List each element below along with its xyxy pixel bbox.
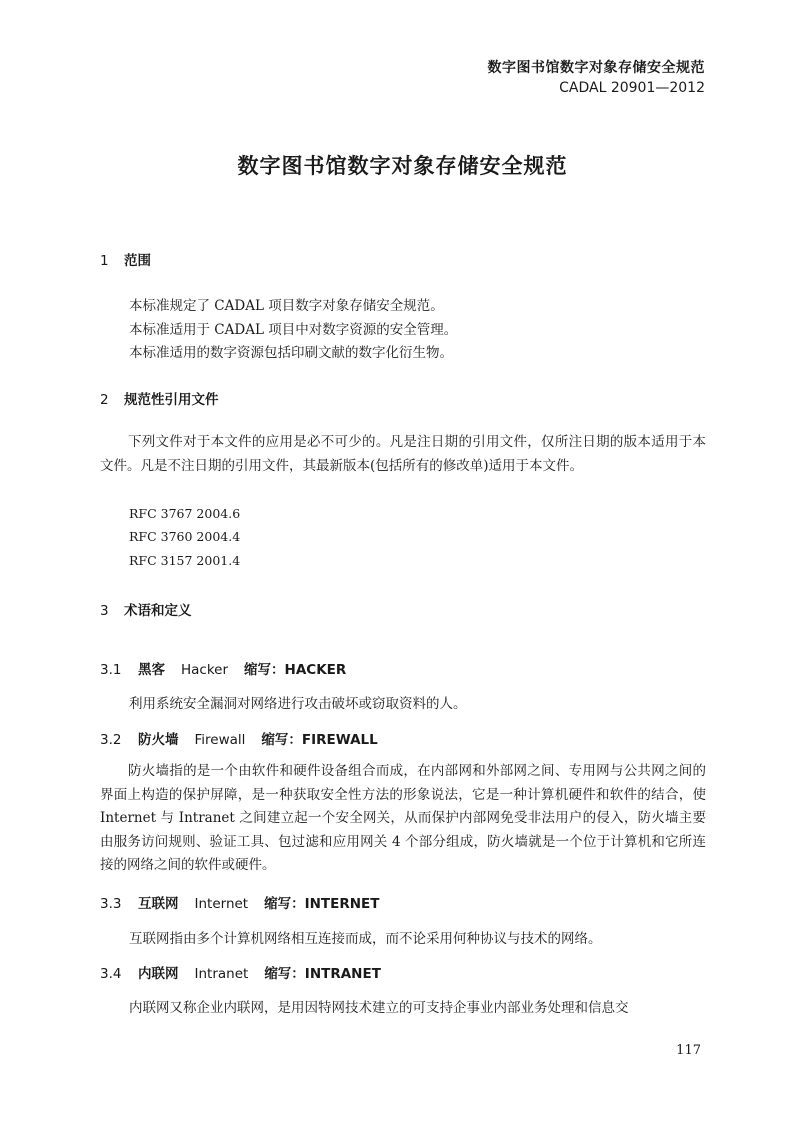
section-heading-3 (100, 599, 192, 619)
section-number: 3 (100, 603, 109, 619)
page-number: 117 (676, 1043, 701, 1058)
term-chinese: 防火墙 (138, 732, 179, 748)
section-heading-2 (100, 388, 219, 408)
term-heading-3-1 (100, 658, 346, 678)
term-definition-3-1: 利用系统安全漏洞对网络进行攻击破坏或窃取资料的人。 (129, 696, 467, 712)
term-english: Hacker (181, 662, 229, 678)
term-abbreviation: 缩写：INTERNET (264, 896, 380, 912)
term-number: 3.2 (100, 732, 122, 748)
term-chinese: 内联网 (138, 966, 179, 982)
section-title: 范围 (124, 253, 151, 269)
term-chinese: 黑客 (138, 662, 165, 678)
header-doc-title: 数字图书馆数字对象存储安全规范 (487, 60, 705, 76)
reference-item-2: RFC 3760 2004.4 (129, 529, 241, 544)
term-abbreviation: 缩写：FIREWALL (261, 732, 378, 748)
reference-item-3: RFC 3157 2001.4 (129, 553, 241, 568)
section-title: 术语和定义 (124, 603, 192, 619)
term-english: Intranet (194, 966, 249, 982)
section-number: 1 (100, 253, 109, 269)
scope-line-2: 本标准适用于 CADAL 项目中对数字资源的安全管理。 (129, 322, 458, 338)
term-definition-3-4: 内联网又称企业内联网，是用因特网技术建立的可支持企事业内部业务处理和信息交 (129, 1000, 629, 1016)
term-abbreviation: 缩写：HACKER (244, 662, 347, 678)
term-heading-3-4 (100, 962, 381, 982)
page-title: 数字图书馆数字对象存储安全规范 (237, 154, 568, 178)
section-title: 规范性引用文件 (124, 392, 219, 408)
term-heading-3-2 (100, 728, 378, 748)
term-number: 3.3 (100, 896, 122, 912)
section-heading-1 (100, 249, 151, 269)
term-number: 3.1 (100, 662, 122, 678)
scope-line-1: 本标准规定了 CADAL 项目数字对象存储安全规范。 (129, 298, 444, 314)
term-number: 3.4 (100, 966, 122, 982)
normative-references-paragraph: 下列文件对于本文件的应用是必不可少的。凡是注日期的引用文件，仅所注日期的版本适用于本文件。凡是不注日期的引用文件，其最新版本(包括所有的修改单)适用于本文件。 (100, 434, 706, 474)
header-doc-code: CADAL 20901—2012 (559, 80, 705, 96)
term-heading-3-3 (100, 892, 380, 912)
scope-line-3: 本标准适用的数字资源包括印刷文献的数字化衍生物。 (129, 345, 453, 361)
term-english: Internet (194, 896, 249, 912)
reference-item-1: RFC 3767 2004.6 (129, 506, 241, 521)
term-chinese: 互联网 (138, 896, 179, 912)
term-abbreviation: 缩写：INTRANET (264, 966, 381, 982)
section-number: 2 (100, 392, 109, 408)
term-definition-3-3: 互联网指由多个计算机网络相互连接而成，而不论采用何种协议与技术的网络。 (129, 931, 602, 947)
term-english: Firewall (194, 732, 246, 748)
term-definition-3-2: 防火墙指的是一个由软件和硬件设备组合而成，在内部网和外部网之间、专用网与公共网之间的界面上构造的保护屏障，是一种获取安全性方法的形象说法，它是一种计算机硬件和软件的结合，使 Internet 与 Intranet 之间建立起一个安全网关，从而保护内部网免受非法用户的侵入，防火墙主要由服务访问规则、验证工具、包过滤和应用网关 4 个部分组成，防火墙就是一个位于计算机和它所连接的网络之间的软件或硬件。 (100, 763, 706, 873)
